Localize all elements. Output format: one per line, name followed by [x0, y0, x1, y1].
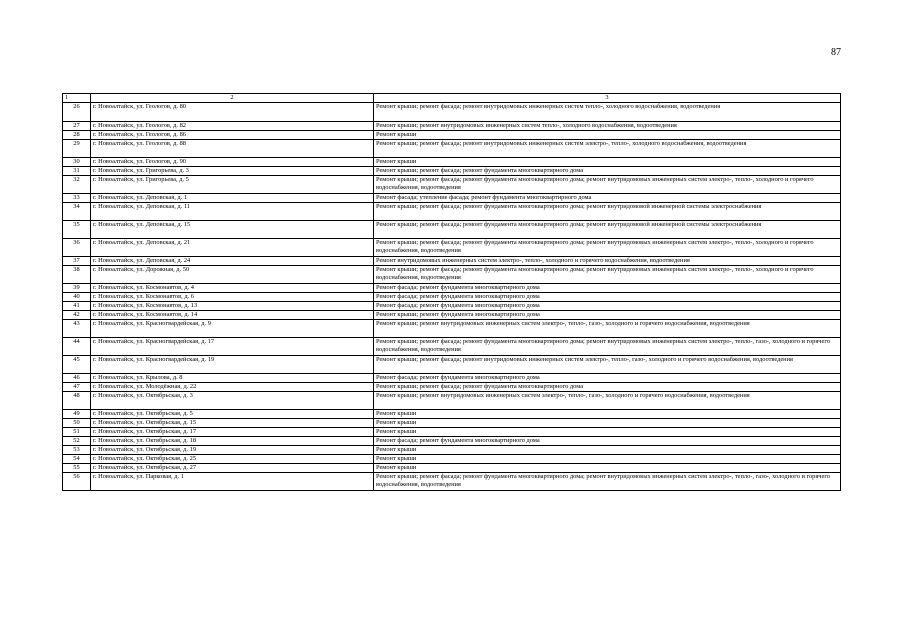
row-number-cell: 48 [63, 392, 91, 410]
works-cell: Ремонт крыши [374, 419, 841, 428]
address-cell: г. Новоалтайск, ул. Деповская, д. 15 [91, 221, 374, 239]
row-number-cell: 46 [63, 374, 91, 383]
table-row [63, 140, 841, 158]
works-cell: Ремонт крыши; ремонт внутридомовых инженерных систем тепло-, холодного водоснабжения, водоотведения [374, 122, 841, 131]
row-number-cell: 55 [63, 464, 91, 473]
row-number-cell: 40 [63, 293, 91, 302]
works-cell: Ремонт крыши; ремонт фасада; ремонт фундамента многоквартирного дома; ремонт внутридомовых инженерных систем электро-, тепло-, газо-, холодного и горячего водоснабжения, водоотведения [374, 338, 841, 356]
table-row [63, 311, 841, 320]
works-cell: Ремонт крыши; ремонт внутридомовых инженерных систем электро-, тепло-, газо-, холодного и горячего водоснабжения, водоотведения [374, 320, 841, 338]
row-number-cell: 47 [63, 383, 91, 392]
row-number-cell: 33 [63, 194, 91, 203]
address-cell: г. Новоалтайск, ул. Октябрьская, д. 27 [91, 464, 374, 473]
row-number-cell: 32 [63, 176, 91, 194]
works-cell: Ремонт крыши; ремонт фасада; ремонт фундамента многоквартирного дома [374, 167, 841, 176]
page-number: 87 [831, 47, 841, 58]
works-cell: Ремонт крыши; ремонт фундамента многоквартирного дома [374, 311, 841, 320]
table-row [63, 239, 841, 257]
table-row [63, 293, 841, 302]
row-number-cell: 56 [63, 473, 91, 491]
works-cell: Ремонт крыши; ремонт фасада; ремонт фундамента многоквартирного дома; ремонт внутридомовых инженерных систем электро-, тепло-, холодного и горячего водоснабжения, водоотведения [374, 176, 841, 194]
address-cell: г. Новоалтайск, ул. Григорьева, д. 3 [91, 167, 374, 176]
row-number-cell: 41 [63, 302, 91, 311]
address-cell: г. Новоалтайск, ул. Красногвардейская, д. 17 [91, 338, 374, 356]
address-cell: г. Новоалтайск, ул. Геологов, д. 86 [91, 131, 374, 140]
table-row [63, 194, 841, 203]
table-row [63, 419, 841, 428]
table-row [63, 167, 841, 176]
works-cell: Ремонт крыши [374, 464, 841, 473]
row-number-cell: 49 [63, 410, 91, 419]
address-cell: г. Новоалтайск, ул. Деповская, д. 1 [91, 194, 374, 203]
row-number-cell: 39 [63, 284, 91, 293]
row-number-cell: 43 [63, 320, 91, 338]
works-cell: Ремонт крыши [374, 446, 841, 455]
table-row [63, 122, 841, 131]
works-cell: Ремонт фасада; утепление фасада; ремонт фундамента многоквартирного дома [374, 194, 841, 203]
works-cell: Ремонт крыши [374, 158, 841, 167]
row-number-cell: 36 [63, 239, 91, 257]
address-cell: г. Новоалтайск, ул. Космонавтов, д. 4 [91, 284, 374, 293]
works-cell: Ремонт крыши; ремонт фасада; ремонт фундамента многоквартирного дома; ремонт внутридомовых инженерных систем электро-, тепло-, газо-, холодного и горячего водоснабжения, водоотведения [374, 473, 841, 491]
table-row [63, 131, 841, 140]
address-cell: г. Новоалтайск, ул. Октябрьская, д. 5 [91, 410, 374, 419]
header-cell-number: 1 [63, 94, 91, 103]
table-row [63, 392, 841, 410]
table-row [63, 374, 841, 383]
address-cell: г. Новоалтайск, ул. Деповская, д. 21 [91, 239, 374, 257]
works-cell: Ремонт фасада; ремонт фундамента многоквартирного дома [374, 437, 841, 446]
row-number-cell: 29 [63, 140, 91, 158]
works-cell: Ремонт крыши [374, 428, 841, 437]
table-body [63, 94, 841, 491]
header-cell-address: 2 [91, 94, 374, 103]
address-cell: г. Новоалтайск, ул. Молодёжная, д. 22 [91, 383, 374, 392]
address-cell: г. Новоалтайск, ул. Крылова, д. 8 [91, 374, 374, 383]
works-cell: Ремонт крыши; ремонт фасада; ремонт внутридомовых инженерных систем электро-, тепло-, газо-, холодного и горячего водоснабжения, водоотведения [374, 356, 841, 374]
works-cell: Ремонт крыши [374, 131, 841, 140]
row-number-cell: 42 [63, 311, 91, 320]
works-cell: Ремонт крыши; ремонт фасада; ремонт внутридомовых инженерных систем тепло-, холодного водоснабжения, водоотведения [374, 103, 841, 122]
address-cell: г. Новоалтайск, ул. Октябрьская, д. 15 [91, 419, 374, 428]
table-row [63, 221, 841, 239]
row-number-cell: 37 [63, 257, 91, 266]
address-cell: г. Новоалтайск, ул. Геологов, д. 88 [91, 140, 374, 158]
table-row [63, 338, 841, 356]
address-cell: г. Новоалтайск, ул. Космонавтов, д. 6 [91, 293, 374, 302]
row-number-cell: 51 [63, 428, 91, 437]
table-row [63, 437, 841, 446]
address-cell: г. Новоалтайск, ул. Деповская, д. 11 [91, 203, 374, 221]
address-cell: г. Новоалтайск, ул. Космонавтов, д. 13 [91, 302, 374, 311]
row-number-cell: 27 [63, 122, 91, 131]
table-row [63, 410, 841, 419]
works-cell: Ремонт внутридомовых инженерных систем электро-, тепло-, холодного и горячего водоснабжения, водоотведения [374, 257, 841, 266]
table-row [63, 446, 841, 455]
address-cell: г. Новоалтайск, ул. Парковая, д. 1 [91, 473, 374, 491]
works-cell: Ремонт крыши; ремонт фасада; ремонт фундамента многоквартирного дома; ремонт внутридомовой инженерной системы электроснабжения [374, 203, 841, 221]
table-row [63, 103, 841, 122]
works-cell: Ремонт крыши; ремонт фасада; ремонт внутридомовых инженерных систем электро-, тепло-, холодного водоснабжения, водоотведения [374, 140, 841, 158]
housing-repair-table [62, 93, 841, 491]
works-cell: Ремонт крыши; ремонт внутридомовых инженерных систем электро-, тепло-, газо-, холодного и горячего водоснабжения, водоотведения [374, 392, 841, 410]
row-number-cell: 54 [63, 455, 91, 464]
table-row [63, 257, 841, 266]
row-number-cell: 50 [63, 419, 91, 428]
works-cell: Ремонт крыши [374, 410, 841, 419]
row-number-cell: 44 [63, 338, 91, 356]
row-number-cell: 38 [63, 266, 91, 284]
table-row [63, 284, 841, 293]
works-cell: Ремонт фасада; ремонт фундамента многоквартирного дома [374, 293, 841, 302]
table-row [63, 320, 841, 338]
table-row [63, 464, 841, 473]
works-cell: Ремонт крыши; ремонт фасада; ремонт фундамента многоквартирного дома [374, 383, 841, 392]
table-row [63, 158, 841, 167]
row-number-cell: 52 [63, 437, 91, 446]
row-number-cell: 26 [63, 103, 91, 122]
address-cell: г. Новоалтайск, ул. Геологов, д. 80 [91, 103, 374, 122]
works-cell: Ремонт крыши [374, 455, 841, 464]
address-cell: г. Новоалтайск, ул. Космонавтов, д. 14 [91, 311, 374, 320]
table-row [63, 176, 841, 194]
row-number-cell: 34 [63, 203, 91, 221]
header-cell-works: 3 [374, 94, 841, 103]
address-cell: г. Новоалтайск, ул. Геологов, д. 90 [91, 158, 374, 167]
address-cell: г. Новоалтайск, ул. Октябрьская, д. 17 [91, 428, 374, 437]
works-cell: Ремонт фасада; ремонт фундамента многоквартирного дома [374, 374, 841, 383]
table-row [63, 203, 841, 221]
address-cell: г. Новоалтайск, ул. Дорожная, д. 50 [91, 266, 374, 284]
table-row [63, 356, 841, 374]
works-cell: Ремонт крыши; ремонт фасада; ремонт фундамента многоквартирного дома; ремонт внутридомовых инженерных систем электро-, тепло-, холодного и горячего водоснабжения, водоотведения [374, 239, 841, 257]
row-number-cell: 30 [63, 158, 91, 167]
works-cell: Ремонт крыши; ремонт фасада; ремонт фундамента многоквартирного дома; ремонт внутридомовой инженерной системы электроснабжения [374, 221, 841, 239]
address-cell: г. Новоалтайск, ул. Октябрьская, д. 25 [91, 455, 374, 464]
works-cell: Ремонт крыши; ремонт фасада; ремонт фундамента многоквартирного дома; ремонт внутридомовых инженерных систем электро-, тепло-, холодного и горячего водоснабжения, водоотведения [374, 266, 841, 284]
row-number-cell: 28 [63, 131, 91, 140]
table-row [63, 266, 841, 284]
row-number-cell: 35 [63, 221, 91, 239]
address-cell: г. Новоалтайск, ул. Красногвардейская, д. 19 [91, 356, 374, 374]
address-cell: г. Новоалтайск, ул. Октябрьская, д. 18 [91, 437, 374, 446]
row-number-cell: 45 [63, 356, 91, 374]
address-cell: г. Новоалтайск, ул. Октябрьская, д. 19 [91, 446, 374, 455]
table-header-row [63, 94, 841, 103]
address-cell: г. Новоалтайск, ул. Геологов, д. 82 [91, 122, 374, 131]
row-number-cell: 31 [63, 167, 91, 176]
address-cell: г. Новоалтайск, ул. Октябрьская, д. 3 [91, 392, 374, 410]
table-row [63, 428, 841, 437]
address-cell: г. Новоалтайск, ул. Григорьева, д. 5 [91, 176, 374, 194]
works-cell: Ремонт фасада; ремонт фундамента многоквартирного дома [374, 302, 841, 311]
works-cell: Ремонт фасада; ремонт фундамента многоквартирного дома [374, 284, 841, 293]
table-row [63, 302, 841, 311]
row-number-cell: 53 [63, 446, 91, 455]
table-row [63, 473, 841, 491]
table-row [63, 383, 841, 392]
table-row [63, 455, 841, 464]
address-cell: г. Новоалтайск, ул. Деповская, д. 24 [91, 257, 374, 266]
address-cell: г. Новоалтайск, ул. Красногвардейская, д. 9 [91, 320, 374, 338]
